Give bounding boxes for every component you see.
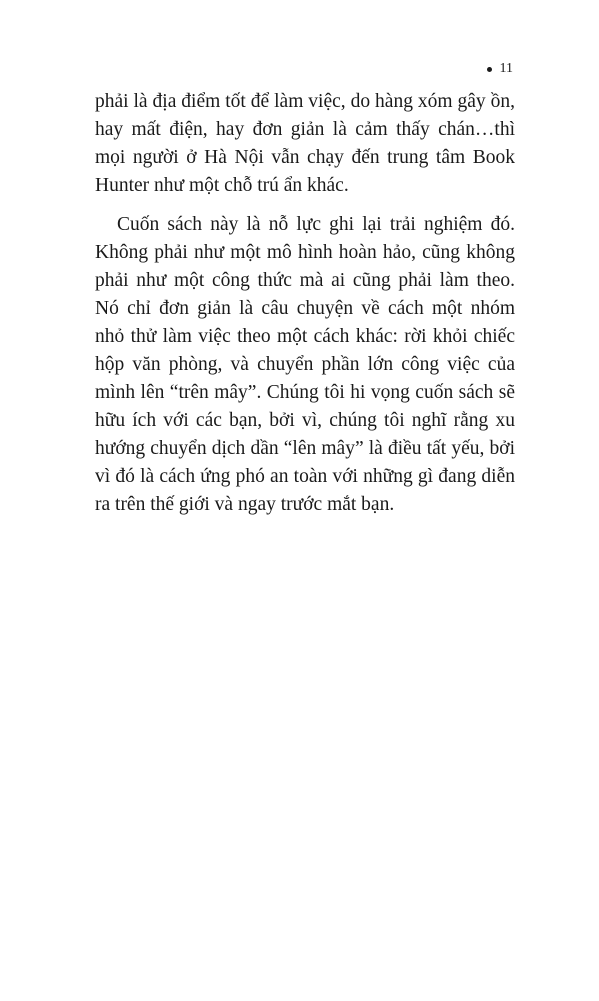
bullet-icon xyxy=(487,67,492,72)
page-body xyxy=(95,88,515,519)
page-header xyxy=(487,62,513,76)
paragraph-continued: phải là địa điểm tốt để làm việc, do hàng xóm gây ồn, hay mất điện, hay đơn giản là cảm thấy chán…thì mọi người ở Hà Nội vẫn chạy đến trung tâm Book Hunter như một chỗ trú ẩn khác. xyxy=(95,91,515,196)
page-number: 11 xyxy=(499,61,513,76)
paragraph: Cuốn sách này là nỗ lực ghi lại trải nghiệm đó. Không phải như một mô hình hoàn hảo, cũng không phải như một công thức mà ai cũng phải làm theo. Nó chỉ đơn giản là câu chuyện về cách một nhóm nhỏ thử làm việc theo một cách khác: rời khỏi chiếc hộp văn phòng, và chuyển phần lớn công việc của mình lên “trên mây”. Chúng tôi hi vọng cuốn sách sẽ hữu ích với các bạn, bởi vì, chúng tôi nghĩ rằng xu hướng chuyển dịch dần “lên mây” là điều tất yếu, bởi vì đó là cách ứng phó an toàn với những gì đang diễn ra trên thế giới và ngay trước mắt bạn. xyxy=(95,214,515,515)
